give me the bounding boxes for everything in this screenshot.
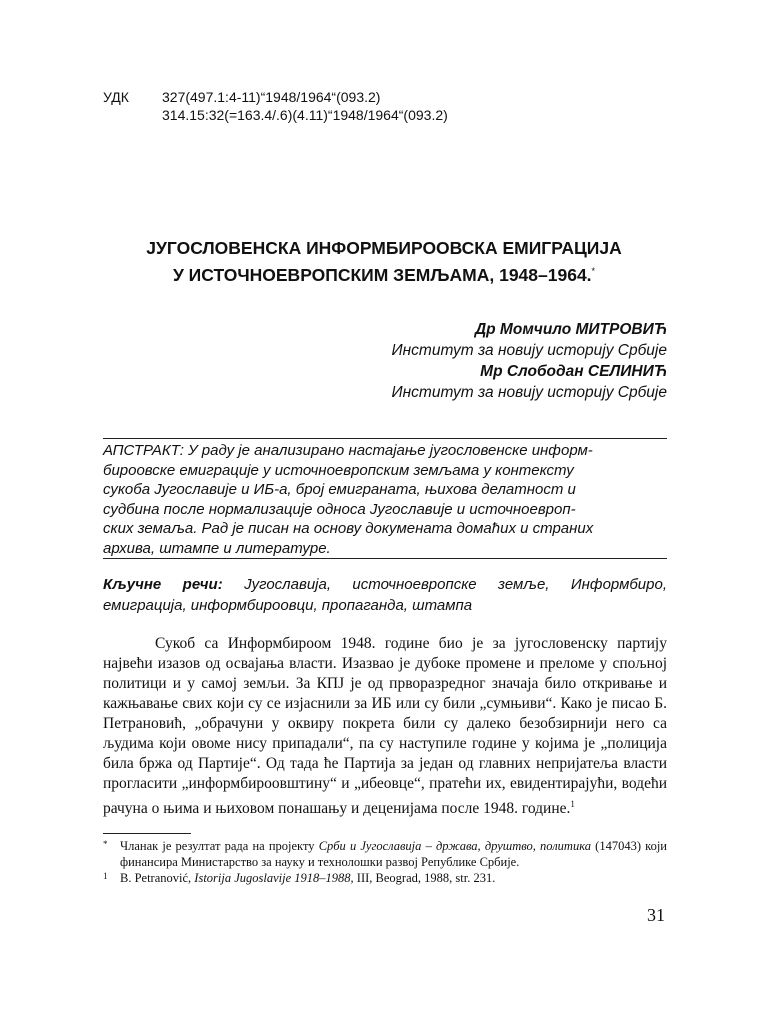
footnote: * Чланак је резултат рада на пројекту Срби и Југославија – држава, друштво, политика (147043) који финансира Министарство за науку и технолошки развој Републике Србије. [103,838,667,870]
author-affiliation: Институт за новију историју Србије [391,384,667,401]
abstract-rule-bottom [103,558,667,559]
title-line: ЈУГОСЛОВЕНСКА ИНФОРМБИРООВСКА ЕМИГРАЦИЈА [146,238,622,258]
footnote-italic: Istorija Jugoslavije 1918–1988, [194,871,354,885]
author-affiliation: Институт за новију историју Србије [391,342,667,359]
footnote-italic: Срби и Југославија – држава, друштво, политика [318,839,591,853]
abstract-line: сукоба Југославије и ИБ-а, број емиграната, њихова делатност и [103,481,576,498]
udk-codes [162,88,448,124]
udk-code: 314.15:32(=163.4/.6)(4.11)“1948/1964“(093.2) [162,107,448,123]
abstract-line: ских земаља. Рад је писан на основу докумената домаћих и страних [103,520,594,537]
footnote: 1 B. Petranović, Istorija Jugoslavije 1918–1988, III, Beograd, 1988, str. 231. [103,870,667,886]
author-name: Др Момчило МИТРОВИЋ [474,321,667,338]
abstract [103,441,667,558]
abstract-line: архива, штампе и литературе. [103,539,331,557]
body-paragraph: Сукоб са Информбироом 1948. године био је за југословенску партију највећи изазов од освајања власти. Изазвао је дубоке промене и преломе у спољној политици и у самој земљи. За КПЈ је од прворазредног значаја било откривање и кажњавање свих који су се изјаснили за ИБ или су били „сумњиви“. Како је писао Б. Петрановић, „обрачуни у оквиру покрета били су далеко безобзирнији него са људима који овоме нису припадали“, па су наступиле године у којима је „полиција била бржа од Партије“. Од тада ће Партија за један од главних непријатеља власти прогласити „информбироовштину“ и „ибеовце“, пратећи их, евидентирајући, водећи рачуна о њима и њиховом понашању и деценијама после 1948. године.$^1$ [103,635,667,818]
title-line: У ИСТОЧНОЕВРОПСКИМ ЗЕМЉАМА, 1948–1964.* [172,264,596,285]
author-name: Мр Слободан СЕЛИНИЋ [480,363,667,380]
page-number: 31 [647,905,665,925]
body-text [103,634,667,819]
title-footnote-mark: * [591,266,596,276]
footnote-mark: * [103,839,108,849]
keywords-label: Кључне речи: [103,576,223,593]
keywords [103,574,667,616]
footnote-mark: 1 [103,871,108,881]
udk-label: УДК [103,89,129,105]
abstract-line: судбина после нормализације односа Југославије и источноевроп- [103,500,576,518]
authors [392,319,667,403]
footnote-rule [103,833,191,834]
footnotes [103,838,667,886]
keywords-text: Југославија, источноевропске земље, Информбиро, емиграција, информбироовци, пропаганда, штампа [103,576,667,614]
udk-code: 327(497.1:4-11)“1948/1964“(093.2) [162,89,381,105]
footnote-ref: 1 [570,799,575,809]
abstract-line: бироовске емиграције у источноевропским земљама у контексту [103,461,574,479]
abstract-line: АПСТРАКТ: У раду је анализирано настајање југословенске информ- [103,442,593,459]
abstract-rule-top [103,438,667,439]
article-title [80,237,688,287]
